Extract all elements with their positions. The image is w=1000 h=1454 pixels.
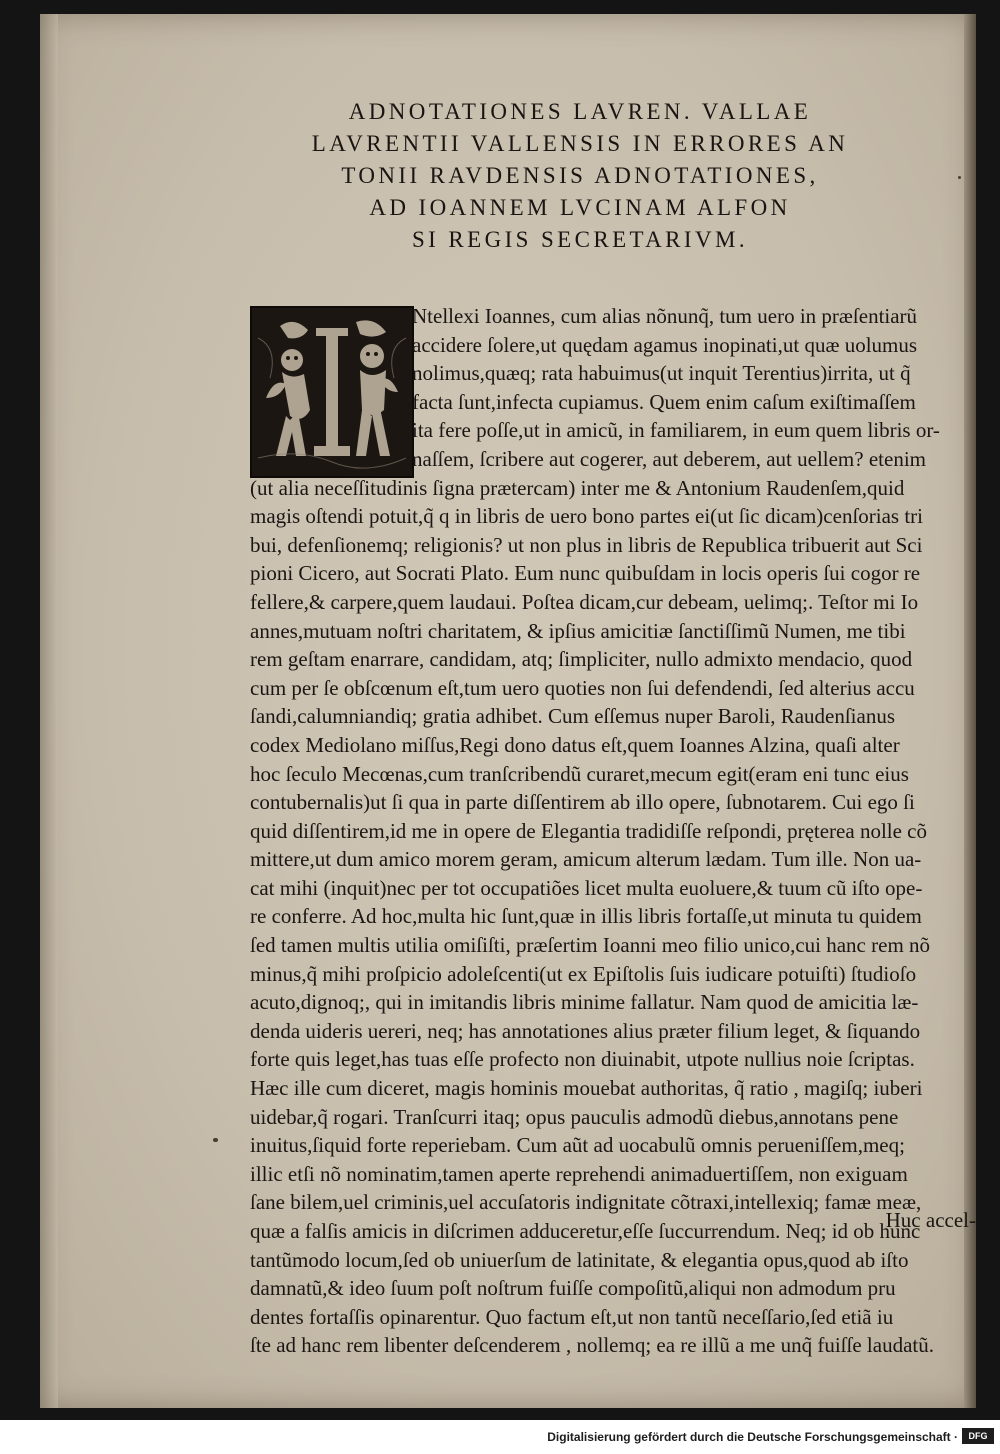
text-line: denda uideris uereri, neq; has annotationes alius præter filium leget, & ſiquando	[250, 1018, 921, 1043]
text-line: quid diſſentirem,id me in opere de Elegantia tradidiſſe reſpondi, prętereа nolle cõ	[250, 818, 928, 843]
text-line: uidebar,q̃ rogari. Tranſcurri itaq; opus pauculis admodũ diebus,annotans pene	[250, 1104, 899, 1129]
heading-line: TONII RAVDENSIS ADNOTATIONES,	[341, 163, 819, 188]
text-line: facta ſunt,infecta cupiamus. Quem enim caſum exiſtimaſſem	[412, 389, 916, 414]
text-line: bui, defenſionemq; religionis? ut non plus in libris de Republica tribuerit aut Sci	[250, 532, 923, 557]
ink-speck	[213, 1138, 218, 1142]
text-line: ſane bilem,uel criminis,uel accuſatoris indignitate cõtraxi,intellexiq; famæ meæ,	[250, 1190, 922, 1215]
text-line: magis oſtendi potuit,q̃ q in libris de uero bono partes ei(ut ſic dicam)cenſorias tri	[250, 504, 924, 529]
text-line: cat mihi (inquit)nec per tot occupatiões licet multa euoluere,& tuum cũ iſto ope-	[250, 875, 923, 900]
heading-line: AD IOANNEM LVCINAM ALFON	[369, 195, 791, 220]
text-line: quæ a falſis amicis in diſcrimen adduceretur,eſſe ſuccurrendum. Neq; id ob hunc	[250, 1219, 921, 1243]
text-line: dentes fortaſſis opinarentur. Quo factum eſt,ut non tantũ neceſſario,ſed etiã iu	[250, 1304, 894, 1329]
text-line: ſte ad hanc rem libenter deſcenderem , nollemq; ea re illũ a me unq̃ fuiſſe laudatũ.	[250, 1333, 934, 1358]
text-line: acuto,dignoq;, qui in imitandis libris minime fallatur. Nam quod de amicitia læ-	[250, 990, 919, 1015]
ink-speck	[958, 176, 961, 179]
text-line: naſſem, ſcribere aut cogerer, aut deberem, aut uellem? etenim	[412, 446, 926, 471]
catchword: Huc accel-	[885, 1208, 976, 1232]
text-line: damnatũ,& ideo ſuum poſt noſtrum fuiſſe compoſitũ,aliqui non admodum pru	[250, 1276, 896, 1301]
text-line: illic etſi nõ nominatim,tamen aperte reprehendi animaduertiſſem, non exiguam	[250, 1161, 908, 1186]
text-line: tantũmodo locum,ſed ob uniuerſum de latinitate, & elegantia opus,quod ab iſto	[250, 1247, 909, 1272]
text-line: cum per ſe obſcœnum eſt,tum uero quoties non ſui defendendi, ſed alterius accu	[250, 675, 915, 700]
text-line: minus,q̃ mihi proſpicio adoleſcenti(ut ex Epiſtolis ſuis iudicare potuiſti) ſtudioſo	[250, 961, 917, 986]
text-line: mittere,ut dum amico morem geram, amicum alterum lædam. Tum ille. Non ua-	[250, 847, 922, 872]
text-line: re conferre. Ad hoc,multa hic ſunt,quæ in illis libris fortaſſe,ut minuta tu quidem	[250, 904, 922, 929]
heading-line: ADNOTATIONES LAVREN. VALLAE	[348, 99, 812, 124]
text-line: codex Mediolano miſſus,Regi dono datus eſt,quem Ioannes Alzina, quaſi alter	[250, 732, 900, 757]
text-line: hoc ſeculo Mecœnas,cum tranſcribendũ curaret,mecum egit(eram eni tunc eius	[250, 761, 909, 786]
text-line: ſandi,calumniandiq; gratia adhibet. Cum eſſemus nuper Baroli, Raudenſianus	[250, 704, 896, 729]
text-line: rem geſtam enarrare, candidam, atq; ſimpliciter, nullo admixto mendacio, quod	[250, 647, 913, 672]
text-line: fellere,& carpere,quem laudaui. Poſtea dicam,cur debeam, uelimq;. Teſtor mi Io	[250, 589, 919, 614]
dfg-logo: DFG	[962, 1428, 994, 1444]
text-line: ita fere poſſe,ut in amicũ, in familiarem, in eum quem libris or-	[412, 418, 940, 443]
text-line: ſed tamen multis utilia omiſiſti, præſertim Ioanni meo filio unico,cui hanc rem nõ	[250, 933, 931, 958]
text-line: annes,mutuam noſtri charitatem, & ipſius amicitiæ ſanctiſſimũ Numen, me tibi	[250, 618, 906, 643]
text-line: (ut alia neceſſitudinis ſigna prætercam) inter me & Antonium Raudenſem,quid	[250, 475, 905, 500]
text-line: inuitus,ſiquid forte reperiebam. Cum aũt ad uocabulũ omnis perueniſſem,meq;	[250, 1133, 905, 1158]
body-text	[250, 302, 978, 1360]
funding-notice: Digitalisierung gefördert durch die Deutsche Forschungsgemeinschaft ·	[547, 1430, 958, 1444]
page-spine-shadow	[40, 14, 58, 1408]
heading-line: SI REGIS SECRETARIVM.	[411, 227, 748, 252]
heading-line: LAVRENTII VALLENSIS IN ERRORES AN	[311, 131, 849, 156]
text-line: accidere ſolere,ut quędam agamus inopinati,ut quæ uolumus	[412, 332, 918, 357]
text-line: Ntellexi Ioannes, cum alias nõnunq̃, tum uero in præſentiarũ	[412, 304, 918, 328]
footer-bar	[0, 1420, 1000, 1454]
text-line: contubernalis)ut ſi qua in parte diſſentirem ab illo opere, ſubnotarem. Cui ego ſi	[250, 790, 915, 815]
text-line: pioni Cicero, aut Socrati Plato. Eum nunc quibuſdam in locis operis ſui cogor re	[250, 561, 921, 586]
page-heading	[210, 96, 950, 256]
text-line: forte quis leget,has tuas eſſe profecto non diuinabit, utpote nullius noie ſcriptas.	[250, 1047, 915, 1072]
text-line: Hæc ille cum diceret, magis hominis mouebat authoritas, q̃ ratio , magiſq; iuberi	[250, 1076, 923, 1101]
text-line: nolimus,quæq; rata habuimus(ut inquit Terentius)irrita, ut q̃	[412, 361, 911, 386]
